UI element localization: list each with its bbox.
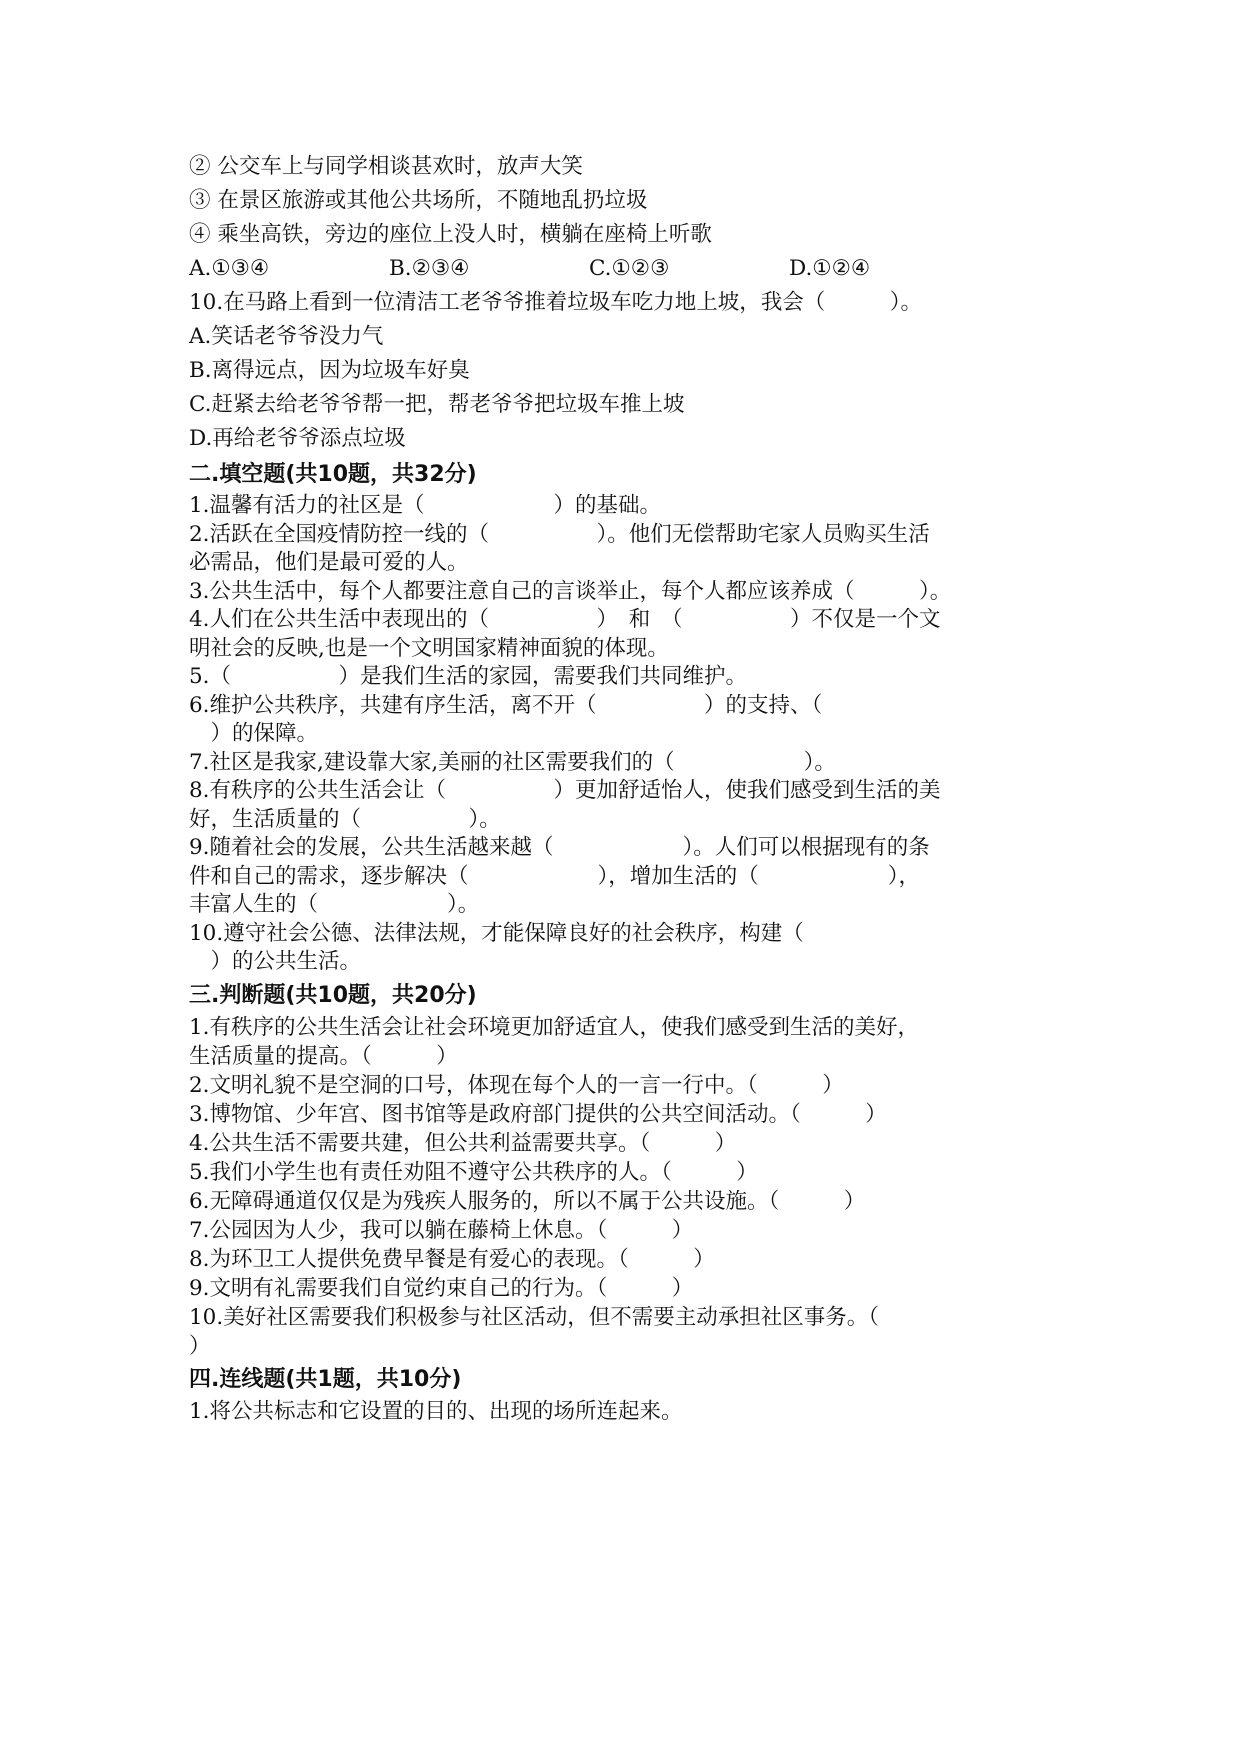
- fill-line: 件和自己的需求，逐步解决（ ），增加生活的（ ），: [189, 863, 921, 889]
- fill-line: 10.遵守社会公德、法律法规，才能保障良好的社会秩序，构建（: [189, 920, 804, 946]
- fill-line: 丰富人生的（ ）。: [189, 892, 480, 917]
- tf-line: 5.我们小学生也有责任劝阻不遵守公共秩序的人。（ ）: [189, 1159, 758, 1185]
- fill-line: 明社会的反映,也是一个文明国家精神面貌的体现。: [189, 635, 669, 661]
- fill-line: 6.维护公共秩序，共建有序生活，离不开（ ）的支持、（: [189, 692, 823, 718]
- fill-line: 7.社区是我家,建设靠大家,美丽的社区需要我们的（ ）。: [189, 749, 836, 775]
- tf-line: 4.公共生活不需要共建，但公共利益需要共享。（ ）: [189, 1130, 737, 1156]
- choice-item: ③ 在景区旅游或其他公共场所，不随地乱扔垃圾: [189, 188, 648, 213]
- fill-line: 9.随着社会的发展，公共生活越来越（ ）。人们可以根据现有的条: [189, 835, 930, 860]
- worksheet-page: [189, 150, 1069, 1426]
- tf-line: 7.公园因为人少，我可以躺在藤椅上休息。（ ）: [189, 1217, 694, 1243]
- tf-line: 2.文明礼貌不是空洞的口号，体现在每个人的一言一行中。（ ）: [189, 1072, 844, 1098]
- section-heading: 二.填空题(共10题，共32分): [189, 462, 477, 487]
- tf-line: 3.博物馆、少年宫、图书馆等是政府部门提供的公共空间活动。（ ）: [189, 1101, 887, 1127]
- section-heading: 四.连线题(共1题，共10分): [189, 1366, 462, 1392]
- fill-line: 1.温馨有活力的社区是（ ）的基础。: [189, 493, 662, 518]
- choice-item: ④ 乘坐高铁，旁边的座位上没人时，横躺在座椅上听歌: [189, 222, 712, 247]
- question-10: 10.在马路上看到一位清洁工老爷爷推着垃圾车吃力地上坡，我会（ ）。: [189, 290, 922, 315]
- fill-line: 好，生活质量的（ ）。: [189, 806, 501, 832]
- section-heading: 三.判断题(共10题，共20分): [189, 982, 477, 1008]
- choice-options: [189, 252, 1069, 286]
- q10-option-a: A.笑话老爷爷没力气: [189, 324, 384, 349]
- fill-line: 4.人们在公共生活中表现出的（ ） 和 （ ）不仅是一个文: [189, 607, 941, 632]
- option-a: A.①③④: [189, 256, 270, 281]
- tf-line: ）: [189, 1333, 211, 1359]
- tf-line: 9.文明有礼需要我们自觉约束自己的行为。（ ）: [189, 1275, 694, 1301]
- fill-line: 8.有秩序的公共生活会让（ ）更加舒适怡人，使我们感受到生活的美: [189, 778, 941, 803]
- matching-question: 1.将公共标志和它设置的目的、出现的场所连起来。: [189, 1398, 683, 1424]
- q10-option-c: C.赶紧去给老爷爷帮一把，帮老爷爷把垃圾车推上坡: [189, 392, 685, 417]
- tf-line: 10.美好社区需要我们积极参与社区活动，但不需要主动承担社区事务。（: [189, 1304, 879, 1330]
- section-matching: [189, 1363, 1069, 1426]
- tf-line: 生活质量的提高。（ ）: [189, 1043, 458, 1069]
- tf-line: 1.有秩序的公共生活会让社会环境更加舒适宜人，使我们感受到生活的美好，: [189, 1014, 920, 1040]
- option-d: D.①②④: [789, 256, 871, 281]
- tf-line: 8.为环卫工人提供免费早餐是有爱心的表现。（ ）: [189, 1246, 715, 1272]
- tf-line: 6.无障碍通道仅仅是为残疾人服务的，所以不属于公共设施。（ ）: [189, 1188, 866, 1214]
- section-fill-in: [189, 458, 1069, 977]
- option-c: C.①②③: [589, 256, 670, 281]
- q10-option-d: D.再给老爷爷添点垃圾: [189, 426, 406, 451]
- fill-line: 5.（ ）是我们生活的家园，需要我们共同维护。: [189, 664, 748, 689]
- fill-line: ）的公共生活。: [189, 949, 362, 974]
- fill-line: ）的保障。: [189, 721, 319, 746]
- fill-line: 必需品，他们是最可爱的人。: [189, 550, 469, 575]
- q10-option-b: B.离得远点，因为垃圾车好臭: [189, 358, 470, 383]
- section-true-false: [189, 979, 1069, 1361]
- fill-line: 3.公共生活中，每个人都要注意自己的言谈举止，每个人都应该养成（ ）。: [189, 578, 952, 604]
- fill-line: 2.活跃在全国疫情防控一线的（ ）。他们无偿帮助宅家人员购买生活: [189, 521, 930, 547]
- choice-item: ② 公交车上与同学相谈甚欢时，放声大笑: [189, 154, 583, 179]
- choice-question-tail: [189, 150, 1069, 456]
- option-b: B.②③④: [389, 256, 470, 281]
